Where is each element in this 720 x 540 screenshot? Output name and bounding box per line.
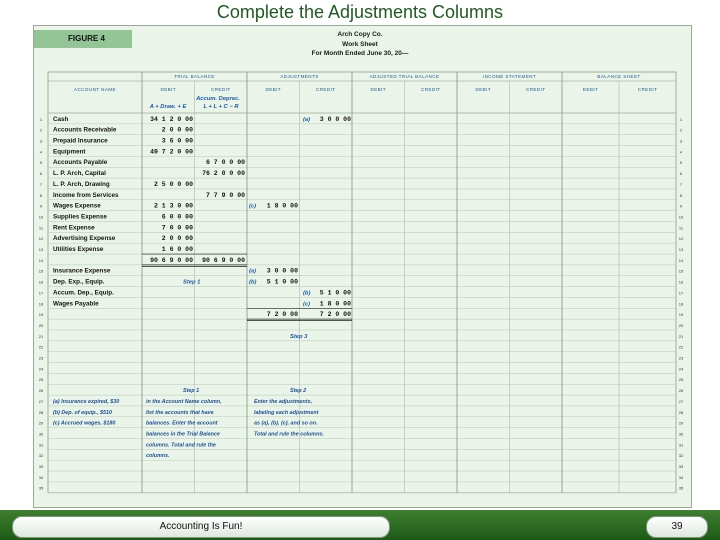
row-number: 14 [38, 257, 44, 263]
row-number: 34 [678, 474, 684, 480]
step-1-annotation: Step 1 [183, 279, 201, 286]
step-2-text: as (a), (b), (c), and so on. [254, 420, 318, 427]
footer-pill [12, 516, 390, 538]
row-number: 13 [678, 247, 684, 253]
slide-title: Complete the Adjustments Columns [216, 2, 504, 22]
step-2-text: Enter the adjustments, [254, 398, 313, 405]
trial-balance-credit: 6 7 0 0 00 [205, 159, 245, 167]
row-number: 21 [38, 333, 44, 339]
row-number: 10 [38, 214, 44, 220]
row-number: 35 [38, 485, 44, 491]
row-number: 1 [679, 116, 683, 122]
trial-balance-debit: 90 6 9 0 00 [150, 256, 193, 264]
row-number: 35 [678, 485, 684, 491]
row-number: 1 [39, 116, 43, 122]
row-number: 11 [678, 225, 684, 231]
row-number: 29 [678, 420, 684, 426]
trial-balance-debit: 2 0 0 00 [161, 126, 193, 134]
account-name: Equipment [53, 148, 86, 156]
row-number: 11 [38, 225, 44, 231]
footer-text: Accounting Is Fun! [159, 521, 243, 532]
row-number: 13 [38, 247, 44, 253]
row-number: 10 [678, 214, 684, 220]
period-line: For Month Ended June 30, 20— [311, 50, 409, 57]
row-number: 15 [38, 268, 44, 274]
step-1-text: columns. [146, 453, 170, 460]
page-number-pill [646, 516, 708, 538]
account-name: Income from Services [53, 191, 119, 199]
debit-header: DEBIT [160, 87, 177, 92]
step-2-text: labeling each adjustment [254, 409, 319, 416]
row-number: 34 [38, 474, 44, 480]
row-number: 20 [38, 322, 44, 328]
row-number: 9 [679, 203, 683, 209]
account-name: Accounts Payable [53, 159, 108, 167]
column-group-header: TRIAL BALANCE [174, 74, 215, 79]
accum-deprec-note: Accum. Deprec. [196, 96, 240, 102]
row-number: 3 [39, 138, 43, 144]
account-name: Cash [53, 115, 69, 123]
row-number: 30 [678, 431, 684, 437]
step-2-label: Step 2 [290, 388, 307, 395]
column-group-header: BALANCE SHEET [597, 74, 641, 79]
row-number: 24 [38, 366, 44, 372]
row-number: 20 [678, 322, 684, 328]
step-1-text: columns. Total and rule the [146, 442, 216, 449]
credit-header: CREDIT [421, 87, 441, 92]
row-number: 29 [38, 420, 44, 426]
row-number: 25 [38, 377, 44, 383]
row-number: 28 [38, 409, 44, 415]
row-number: 7 [679, 181, 683, 187]
page-number: 39 [671, 521, 683, 532]
trial-balance-debit: 6 0 0 00 [161, 213, 193, 221]
column-group-header: INCOME STATEMENT [482, 74, 537, 79]
footnote-adjustment: (b) Dep. of equip., $510 [53, 409, 113, 416]
adjustment-debit: 5 1 0 00 [266, 278, 298, 286]
figure-label: FIGURE 4 [34, 30, 132, 48]
row-number: 6 [39, 171, 43, 177]
adjustment-debit: 1 8 0 00 [266, 202, 298, 210]
debit-header: DEBIT [265, 87, 282, 92]
account-name: Insurance Expense [53, 267, 111, 275]
row-number: 23 [38, 355, 44, 361]
document-title: Work Sheet [342, 41, 378, 48]
row-number: 27 [38, 398, 44, 404]
row-number: 17 [38, 290, 44, 296]
trial-balance-debit: 2 0 0 00 [161, 235, 193, 243]
step-1-text: balances in the Trial Balance [146, 431, 220, 438]
row-number: 32 [38, 453, 44, 459]
row-number: 27 [678, 398, 684, 404]
adjustment-reference: (b) [303, 290, 311, 297]
step-2-text: Total and rule the columns. [254, 431, 324, 438]
row-number: 31 [38, 442, 44, 448]
account-name: Accounts Receivable [53, 126, 117, 134]
row-number: 2 [39, 127, 43, 133]
account-name: Advertising Expense [53, 235, 116, 243]
account-name: Rent Expense [53, 224, 95, 232]
row-number: 3 [679, 138, 683, 144]
account-name: Dep. Exp., Equip. [53, 278, 105, 286]
step-1-text: in the Account Name column, [146, 398, 222, 405]
adjustment-credit: 3 0 0 00 [319, 115, 351, 123]
debit-header: DEBIT [475, 87, 492, 92]
row-number: 18 [678, 301, 684, 307]
trial-balance-debit: 2 5 0 0 00 [153, 180, 193, 188]
step-3-annotation: Step 3 [290, 333, 308, 340]
row-number: 26 [678, 388, 684, 394]
adjustment-debit: 7 2 0 00 [266, 311, 298, 319]
row-number: 32 [678, 453, 684, 459]
row-number: 12 [38, 236, 44, 242]
row-number: 2 [679, 127, 683, 133]
row-number: 25 [678, 377, 684, 383]
account-name: Accum. Dep., Equip. [53, 289, 114, 297]
row-number: 22 [678, 344, 684, 350]
account-name: Prepaid Insurance [53, 137, 108, 145]
trial-balance-debit: 3 6 0 00 [161, 137, 193, 145]
row-number: 7 [39, 181, 43, 187]
row-number: 30 [38, 431, 44, 437]
account-name: L. P. Arch, Drawing [53, 180, 110, 188]
adjustment-credit: 1 8 0 00 [319, 300, 351, 308]
adjustment-reference: (a) [249, 268, 257, 275]
row-number: 16 [38, 279, 44, 285]
trial-balance-debit: 2 1 3 0 00 [153, 202, 193, 210]
account-name: Supplies Expense [53, 213, 107, 221]
company-name: Arch Copy Co. [337, 31, 383, 38]
column-group-header: ADJUSTMENTS [280, 74, 319, 79]
row-number: 19 [678, 312, 684, 318]
account-name: Wages Payable [53, 300, 99, 308]
trial-balance-credit: 90 6 9 0 00 [202, 256, 245, 264]
trial-balance-debit: 34 1 2 0 00 [150, 115, 193, 123]
account-name: L. P. Arch, Capital [53, 170, 106, 178]
step-1-text: list the accounts that have [146, 409, 214, 416]
step-1-text: balances. Enter the account [146, 420, 218, 427]
row-number: 26 [38, 388, 44, 394]
row-number: 18 [38, 301, 44, 307]
credit-header: CREDIT [526, 87, 546, 92]
account-name-header: ACCOUNT NAME [74, 87, 116, 92]
row-number: 4 [39, 149, 43, 155]
row-number: 6 [679, 171, 683, 177]
adjustment-debit: 3 0 0 00 [266, 267, 298, 275]
step-1-label: Step 1 [183, 388, 200, 395]
trial-balance-debit: 49 7 2 0 00 [150, 148, 193, 156]
row-number: 22 [38, 344, 44, 350]
row-number: 33 [678, 464, 684, 470]
row-number: 31 [678, 442, 684, 448]
account-name: Utilities Expense [53, 246, 104, 254]
normal-balance-right: L + L + C − R [203, 104, 239, 110]
row-number: 17 [678, 290, 684, 296]
row-number: 5 [39, 160, 43, 166]
row-number: 16 [678, 279, 684, 285]
debit-header: DEBIT [582, 87, 599, 92]
row-number: 15 [678, 268, 684, 274]
row-number: 24 [678, 366, 684, 372]
row-number: 33 [38, 464, 44, 470]
row-number: 19 [38, 312, 44, 318]
account-name: Wages Expense [53, 202, 101, 210]
adjustment-credit: 5 1 0 00 [319, 289, 351, 297]
row-number: 5 [679, 160, 683, 166]
row-number: 14 [678, 257, 684, 263]
row-number: 28 [678, 409, 684, 415]
adjustment-reference: (b) [249, 279, 257, 286]
row-number: 21 [678, 333, 684, 339]
column-group-header: ADJUSTED TRIAL BALANCE [369, 74, 440, 79]
adjustment-reference: (a) [303, 116, 311, 123]
row-number: 12 [678, 236, 684, 242]
row-number: 4 [679, 149, 683, 155]
adjustment-reference: (c) [303, 301, 311, 308]
footnote-adjustment: (a) Insurance expired, $30 [53, 398, 120, 405]
normal-balance-left: A + Draw. + E [149, 104, 187, 110]
row-number: 8 [39, 192, 43, 198]
debit-header: DEBIT [370, 87, 387, 92]
row-number: 23 [678, 355, 684, 361]
trial-balance-credit: 76 2 0 0 00 [202, 170, 245, 178]
row-number: 8 [679, 192, 683, 198]
trial-balance-debit: 1 6 0 00 [161, 246, 193, 254]
row-number: 9 [39, 203, 43, 209]
credit-header: CREDIT [211, 87, 231, 92]
credit-header: CREDIT [316, 87, 336, 92]
adjustment-credit: 7 2 0 00 [319, 311, 351, 319]
footnote-adjustment: (c) Accrued wages, $180 [53, 420, 116, 427]
trial-balance-credit: 7 7 9 0 00 [205, 191, 245, 199]
trial-balance-debit: 7 0 0 00 [161, 224, 193, 232]
adjustment-reference: (c) [249, 203, 257, 210]
credit-header: CREDIT [637, 87, 658, 92]
